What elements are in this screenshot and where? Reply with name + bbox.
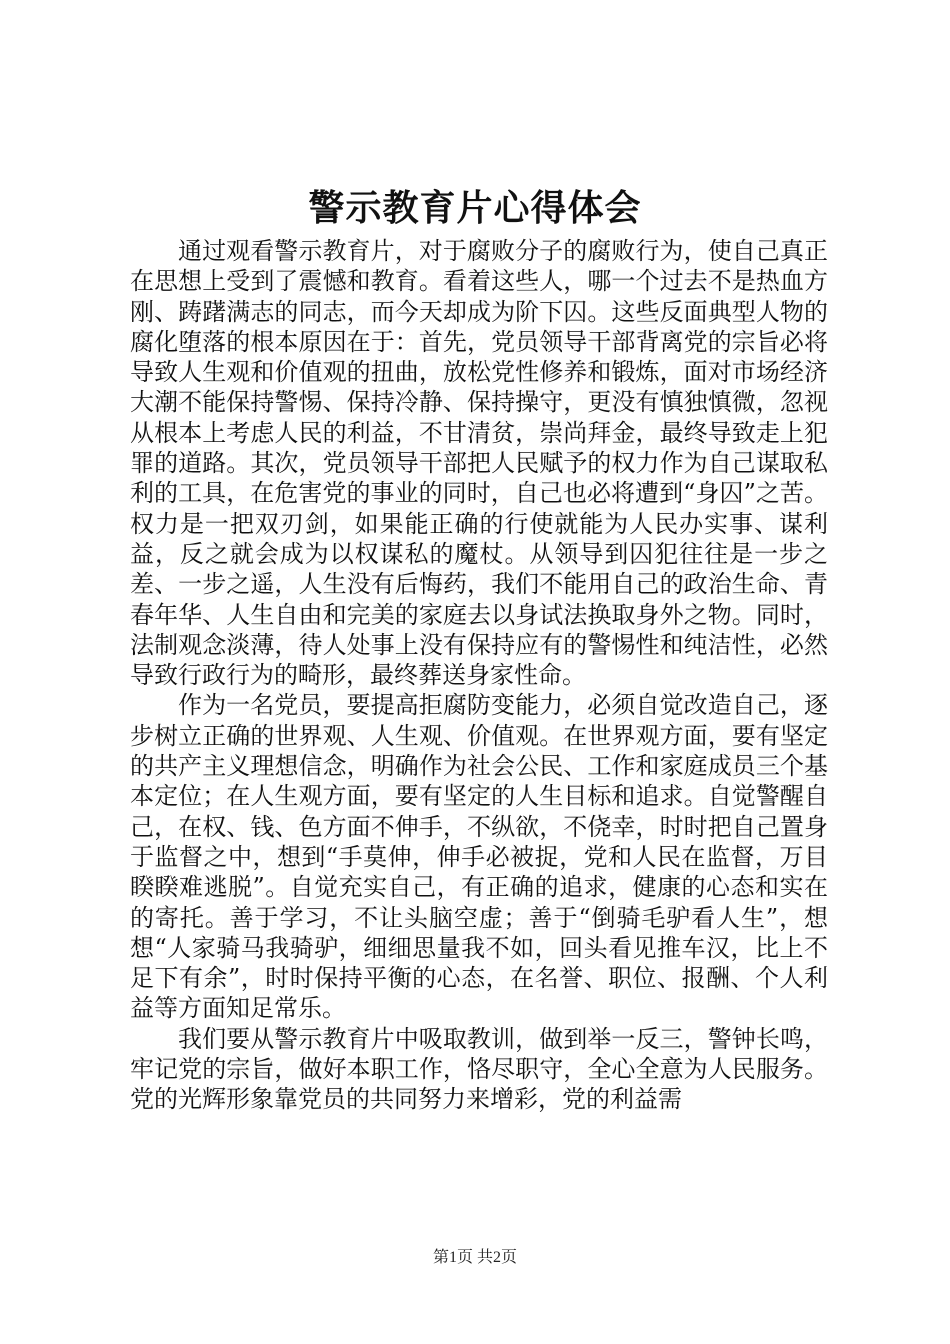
paragraph-2: 作为一名党员，要提高拒腐防变能力，必须自觉改造自己，逐步树立正确的世界观、人生观、价值观。在世界观方面，要有坚定的共产主义理想信念，明确作为社会公民、工作和家庭成员三个基本定位；在人生观方面，要有坚定的人生目标和追求。自觉警醒自己，在权、钱、色方面不伸手，不纵欲，不侥幸，时时把自己置身于监督之中，想到“手莫伸，伸手必被捉，党和人民在监督，万目睽睽难逃脱”。自觉充实自己，有正确的追求，健康的心态和实在的寄托。善于学习，不让头脑空虚；善于“倒骑毛驴看人生”，想想“人家骑马我骑驴，细细思量我不如，回头看见推车汉，比上不足下有余”，时时保持平衡的心态，在名誉、职位、报酬、个人利益等方面知足常乐。 — [130, 691, 828, 1023]
paragraph-1: 通过观看警示教育片，对于腐败分子的腐败行为，使自己真正在思想上受到了震憾和教育。看着这些人，哪一个过去不是热血方刚、踌躇满志的同志，而今天却成为阶下囚。这些反面典型人物的腐化堕落的根本原因在于：首先，党员领导干部背离党的宗旨必将导致人生观和价值观的扭曲，放松党性修养和锻炼，面对市场经济大潮不能保持警惕、保持冷静、保持操守，更没有慎独慎微，忽视从根本上考虑人民的利益，不甘清贫，崇尚拜金，最终导致走上犯罪的道路。其次，党员领导干部把人民赋予的权力作为自己谋取私利的工具，在危害党的事业的同时，自己也必将遭到“身囚”之苦。权力是一把双刃剑，如果能正确的行使就能为人民办实事、谋利益，反之就会成为以权谋私的魔杖。从领导到囚犯往往是一步之差、一步之遥，人生没有后悔药，我们不能用自己的政治生命、青春年华、人生自由和完美的家庭去以身试法换取身外之物。同时，法制观念淡薄，待人处事上没有保持应有的警惕性和纯洁性，必然导致行政行为的畸形，最终葬送身家性命。 — [130, 237, 828, 690]
page-footer: 第1页 共2页 — [432, 1249, 517, 1266]
paragraph-3: 我们要从警示教育片中吸取教训，做到举一反三，警钟长鸣，牢记党的宗旨，做好本职工作，恪尽职守，全心全意为人民服务。党的光辉形象靠党员的共同努力来增彩，党的利益需 — [130, 1024, 828, 1114]
page-title: 警示教育片心得体会 — [308, 187, 642, 229]
document-body — [130, 236, 828, 1115]
